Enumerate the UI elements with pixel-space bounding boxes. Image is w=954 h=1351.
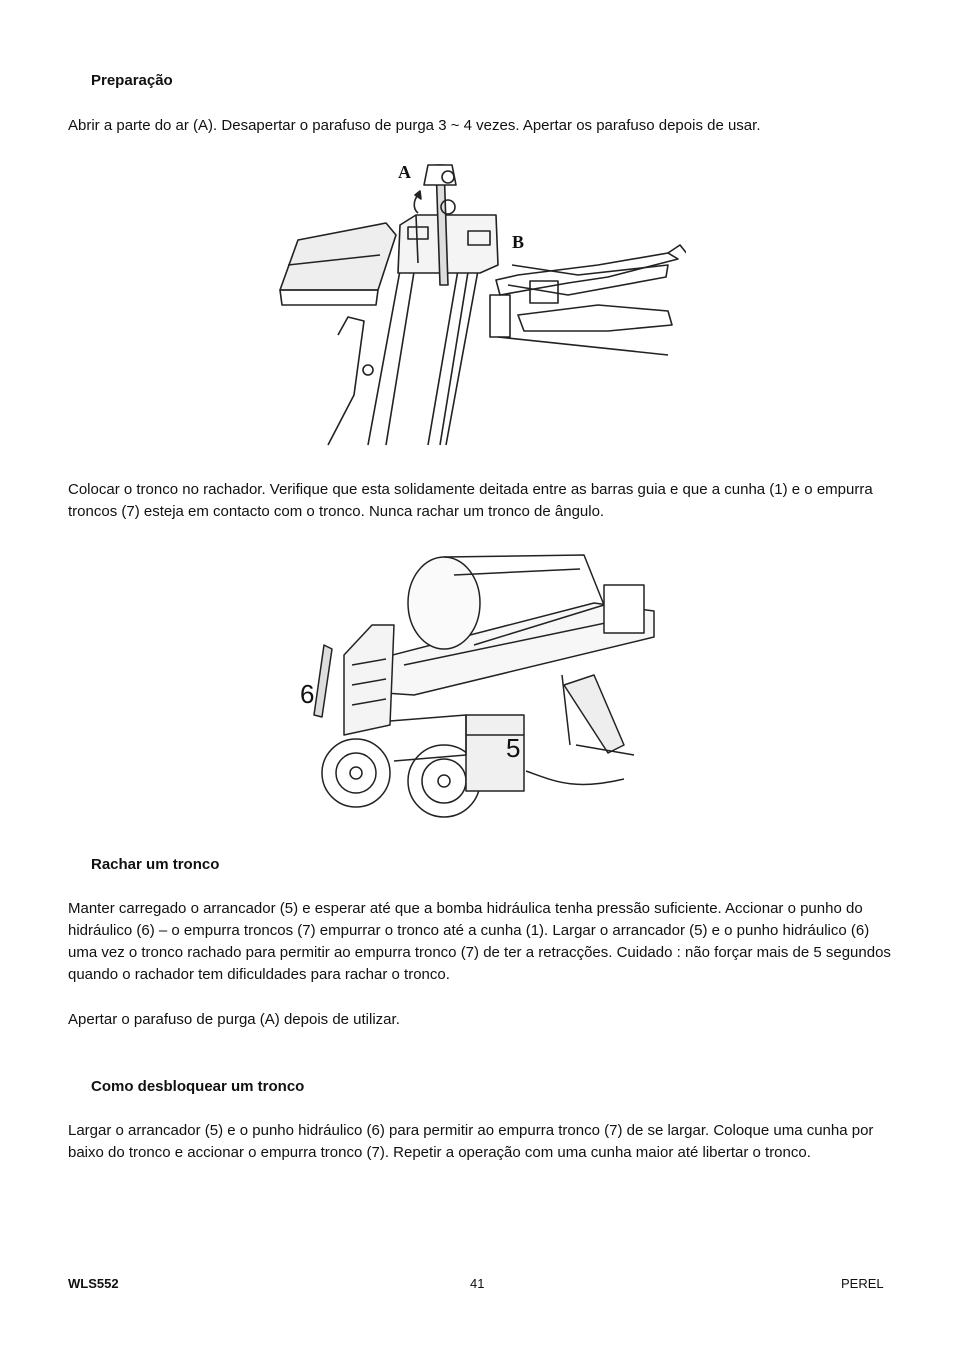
figure-log-splitter: [294, 545, 662, 833]
figure-log-splitter-drawing: [294, 545, 662, 833]
figure-label-5: 5: [506, 733, 521, 763]
figure-bleed-screw: [268, 155, 686, 455]
figure-label-6: 6: [300, 679, 315, 709]
footer-page-number: 41: [470, 1276, 485, 1291]
section-heading-preparacao: Preparação: [91, 72, 173, 89]
paragraph-desbloquear: Largar o arrancador (5) e o punho hidráulico (6) para permitir ao empurra tronco (7) de se largar. Coloque uma cunha por baixo do tronco e accionar o empurra tronco (7). Repetir a operação com uma cunha maior até libertar o tronco.: [68, 1122, 874, 1161]
section-heading-rachar: Rachar um tronco: [91, 856, 220, 873]
paragraph-rachar-bleed: Apertar o parafuso de purga (A) depois de utilizar.: [68, 1011, 400, 1028]
figure-label-b: B: [512, 232, 525, 252]
footer-brand: PEREL: [841, 1276, 884, 1291]
paragraph-colocar: Colocar o tronco no rachador. Verifique que esta solidamente deitada entre as barras guia e que a cunha (1) e o empurra troncos (7) esteja em contacto com o tronco. Nunca rachar um tronco de ângulo.: [68, 481, 873, 520]
paragraph-preparacao: Abrir a parte do ar (A). Desapertar o parafuso de purga 3 ~ 4 vezes. Apertar os parafuso depois de usar.: [68, 117, 761, 134]
section-heading-desbloquear: Como desbloquear um tronco: [91, 1078, 305, 1095]
figure-label-a: A: [398, 162, 411, 182]
paragraph-rachar: Manter carregado o arrancador (5) e esperar até que a bomba hidráulica tenha pressão suficiente. Accionar o punho do hidráulico (6) – o empurra troncos (7) empurrar o tronco até a cunha (1). Largar o arrancador (5) e o punho hidráulico (6) uma vez o tronco rachado para permitir ao empurra tronco (7) de ter a retracções. Cuidado : não forçar mais de 5 segundos quando o rachador tem dificuldades para rachar o tronco.: [68, 900, 891, 983]
figure-bleed-screw-drawing: [268, 155, 686, 455]
footer-model: WLS552: [68, 1276, 119, 1291]
